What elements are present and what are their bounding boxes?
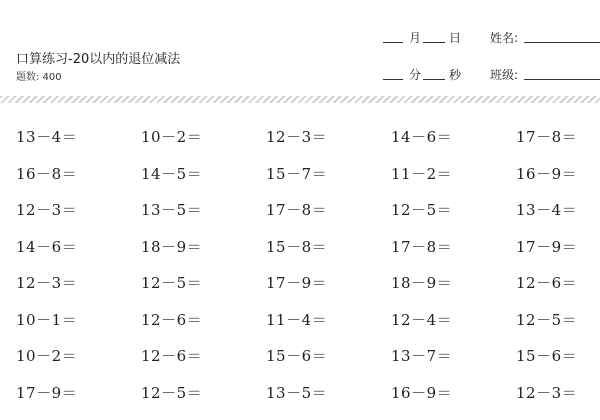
problem: 16－9＝ (391, 383, 453, 402)
problem: 14－6＝ (391, 128, 453, 146)
problem: 15－6＝ (516, 347, 578, 365)
problem: 15－6＝ (266, 347, 328, 365)
problem: 12－3＝ (516, 383, 578, 402)
problem: 12－5＝ (516, 310, 578, 329)
problem: 13－5＝ (266, 383, 328, 402)
worksheet-title: 口算练习-20以内的退位减法 (16, 52, 181, 67)
day-blank[interactable] (423, 42, 445, 43)
month-blank[interactable] (383, 42, 403, 43)
problem: 17－9＝ (516, 237, 578, 256)
month-label: 月 (409, 31, 422, 45)
problem: 15－7＝ (266, 164, 328, 183)
name-label: 姓名: (490, 31, 519, 45)
problem: 18－9＝ (141, 237, 203, 256)
problem: 17－8＝ (266, 201, 328, 219)
problem: 14－5＝ (141, 164, 203, 183)
problem: 12－6＝ (141, 310, 203, 329)
problem: 18－9＝ (391, 274, 453, 292)
problem: 10－2＝ (16, 347, 78, 365)
problem: 12－6＝ (516, 274, 578, 292)
problem: 11－2＝ (391, 164, 453, 183)
day-label: 日 (449, 31, 462, 45)
problem: 12－3＝ (16, 201, 78, 219)
problem: 17－9＝ (16, 383, 78, 402)
problem: 17－8＝ (391, 237, 453, 256)
header-divider (0, 96, 600, 103)
problem: 13－4＝ (516, 201, 578, 219)
problem: 12－4＝ (391, 310, 453, 329)
class-blank[interactable] (524, 79, 600, 80)
problem: 17－8＝ (516, 128, 578, 146)
name-blank[interactable] (524, 42, 600, 43)
minute-label: 分 (409, 68, 422, 82)
problem: 12－5＝ (391, 201, 453, 219)
problem: 16－9＝ (516, 164, 578, 183)
minute-blank[interactable] (383, 79, 403, 80)
question-count: 题数: 400 (16, 72, 62, 83)
problem: 12－3＝ (16, 274, 78, 292)
problem: 10－2＝ (141, 128, 203, 146)
problem: 17－9＝ (266, 274, 328, 292)
problem: 12－3＝ (266, 128, 328, 146)
class-label: 班级: (490, 68, 519, 82)
problem: 10－1＝ (16, 310, 78, 329)
second-label: 秒 (449, 68, 462, 82)
second-blank[interactable] (423, 79, 445, 80)
problem: 13－4＝ (16, 128, 78, 146)
problem: 16－8＝ (16, 164, 78, 183)
problem: 12－5＝ (141, 383, 203, 402)
problem: 14－6＝ (16, 237, 78, 256)
problem: 12－5＝ (141, 274, 203, 292)
problem: 11－4＝ (266, 310, 328, 329)
problem: 12－6＝ (141, 347, 203, 365)
problem: 15－8＝ (266, 237, 328, 256)
problem-grid (16, 126, 600, 418)
problem: 13－5＝ (141, 201, 203, 219)
problem: 13－7＝ (391, 347, 453, 365)
